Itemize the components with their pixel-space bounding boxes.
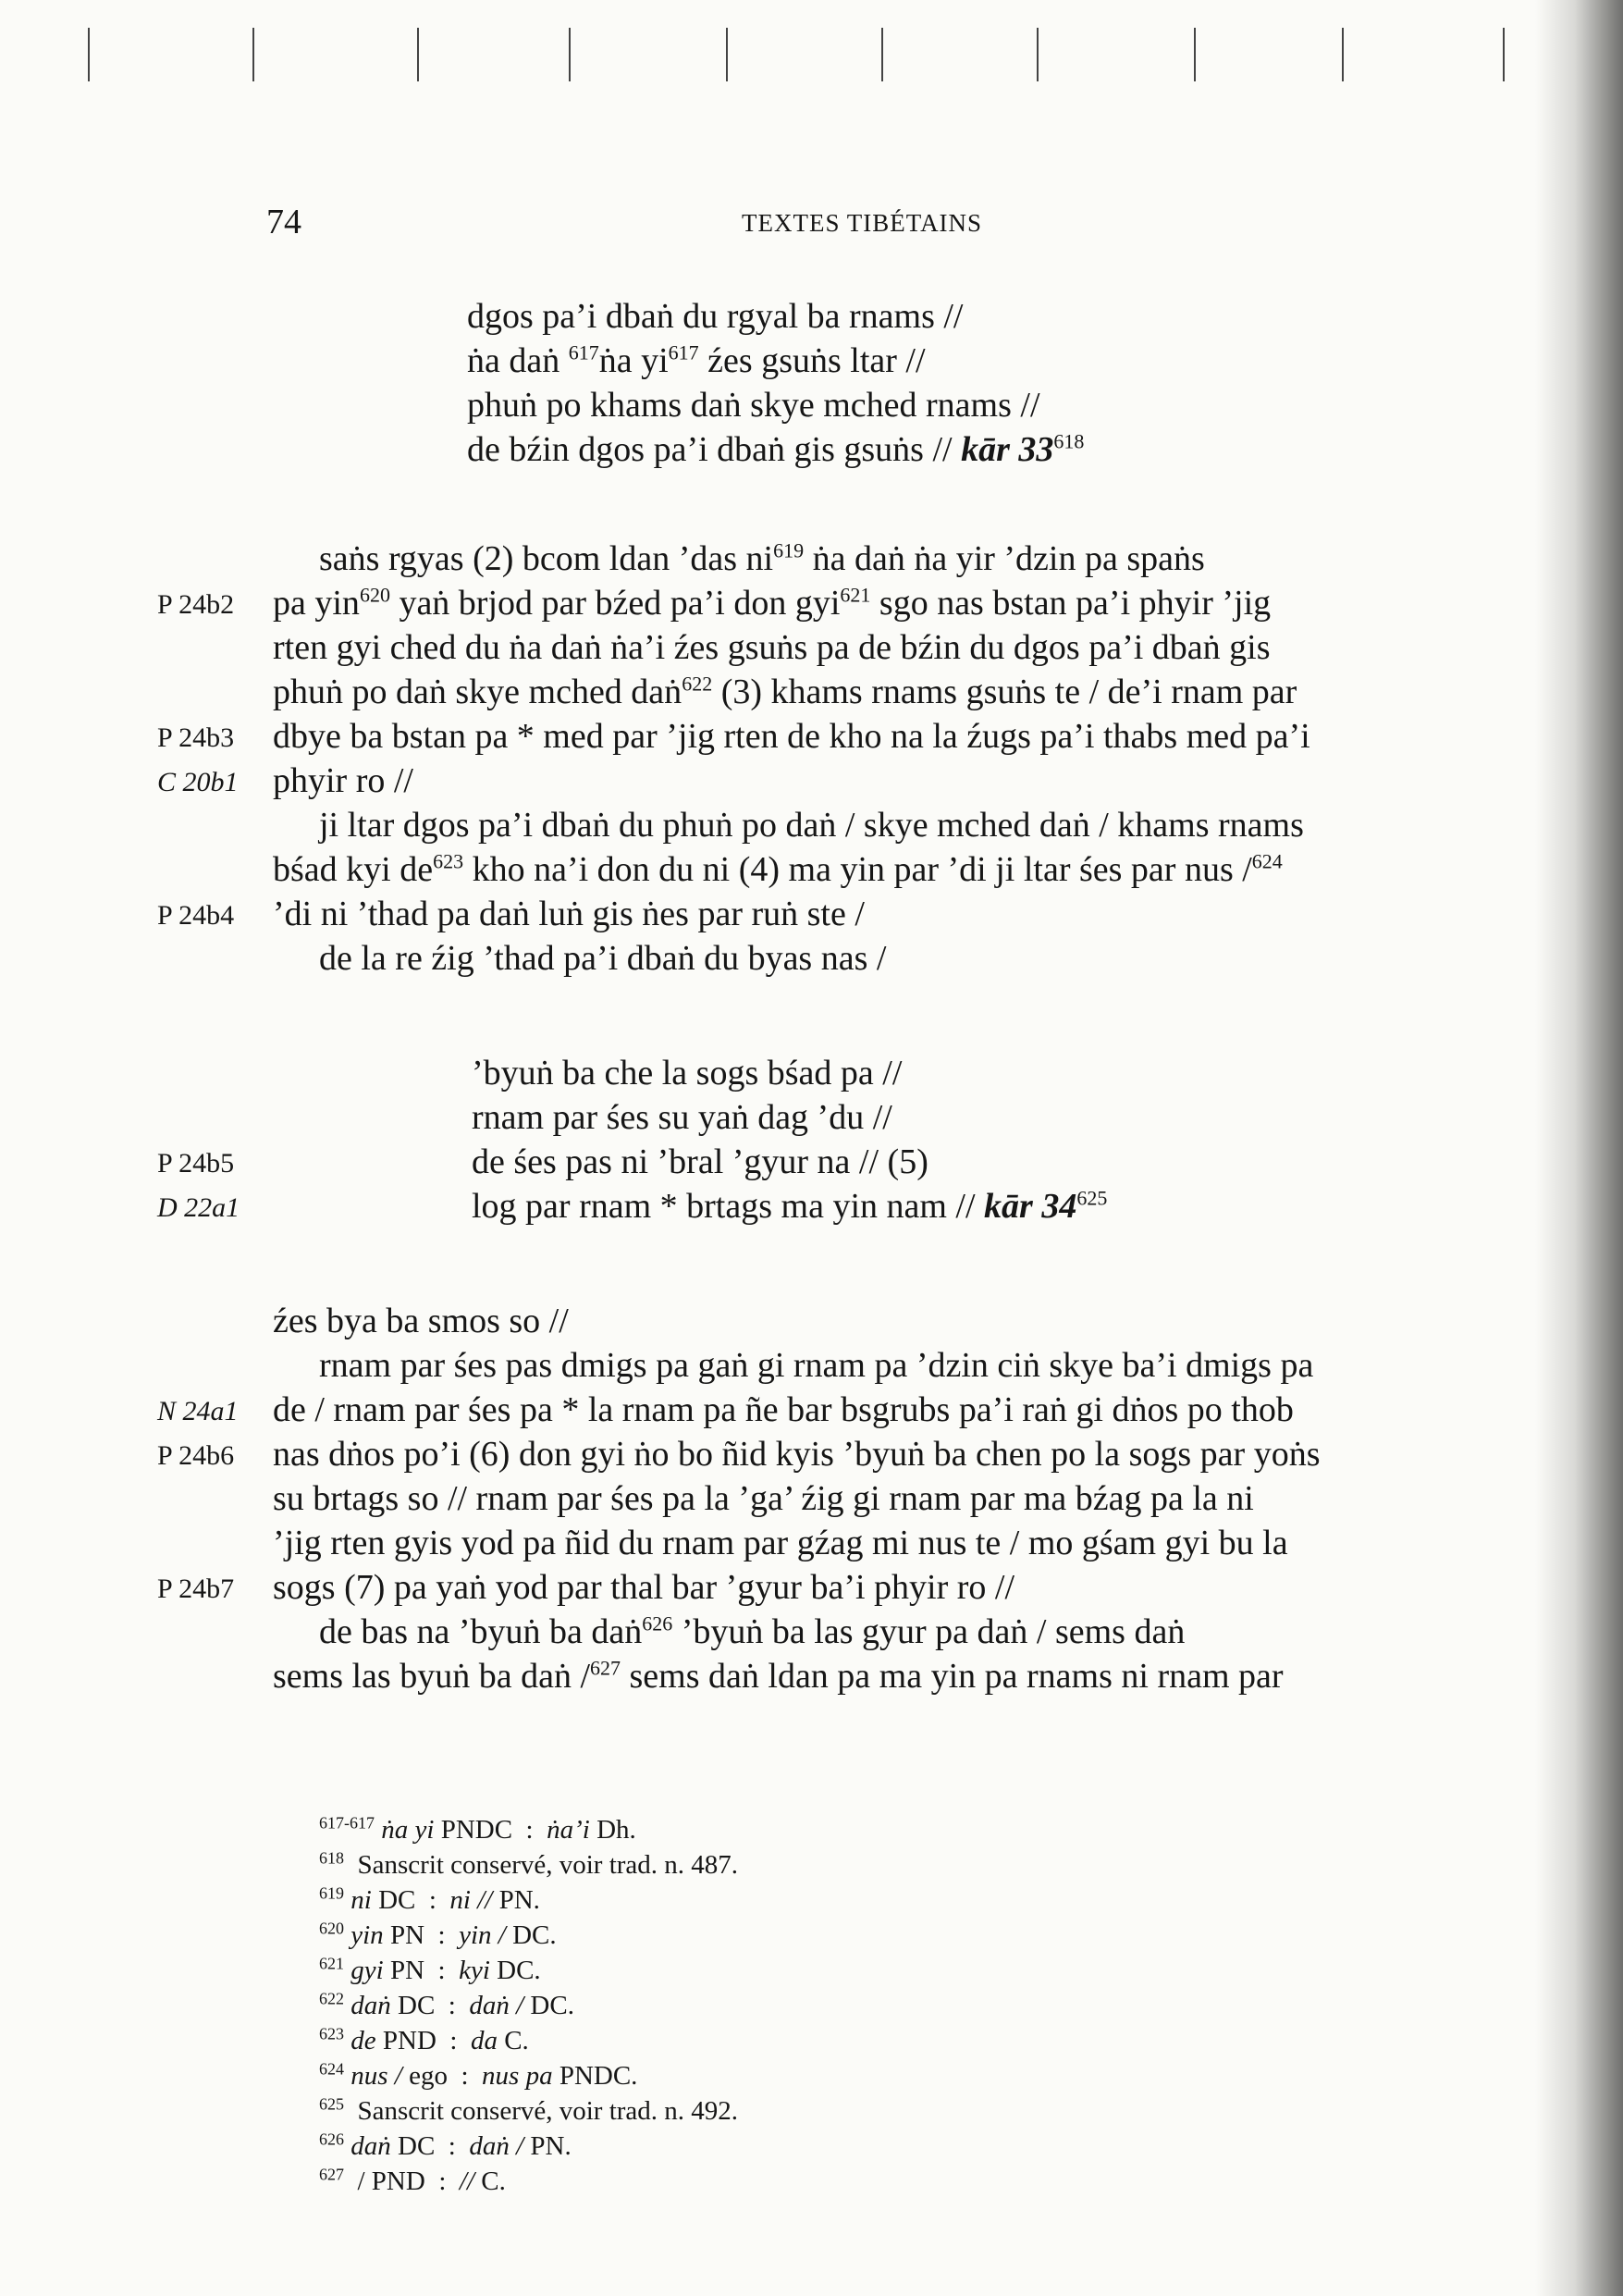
footnote: $^{618}$ Sanscrit conservé, voir trad. n. 487. [319, 1848, 739, 1880]
footnote-number: 623 [319, 2024, 344, 2043]
margin-ref: P 24b5 [157, 1148, 235, 1179]
prose-line: su brtags so // rnam par śes pa la ’ga’ źig gi rnam par ma bźag pa la ni [273, 1479, 1254, 1518]
footnote-number: 618 [319, 1848, 344, 1868]
prose-line: ’jig rten gyis yod pa ñid du rnam par gźag mi nus te / mo gśam gyi bu la [273, 1524, 1288, 1562]
footnote: $^{622}$ daṅ DC : daṅ / DC. [319, 1989, 574, 2020]
verse-line: dgos pa’i dbaṅ du rgyal ba rnams // [467, 297, 964, 336]
prose-line: ji ltar dgos pa’i dbaṅ du phuṅ po daṅ / skye mched daṅ / khams rnams [319, 806, 1304, 845]
footnote-number: 620 [319, 1919, 344, 1938]
running-head: TEXTES TIBÉTAINS [742, 209, 983, 237]
verse-line: phuṅ po khams daṅ skye mched rnams // [467, 386, 1040, 425]
margin-ref: N 24a1 [157, 1396, 239, 1426]
footnote: $^{627}$ / PND : // C. [319, 2165, 506, 2196]
prose-line: rnam par śes pas dmigs pa gaṅ gi rnam pa ’dzin ciṅ skye ba’i dmigs pa [319, 1346, 1314, 1385]
prose-line: bśad kyi $de^{623}$ kho na’i don du ni (4) ma yin par ’di ji ltar śes par nus /$^{624}$ [273, 849, 1283, 889]
footnote: $^{620}$ yin PN : yin / DC. [319, 1919, 557, 1950]
prose-line: de / rnam par śes pa * la rnam pa ñe bar bsgrubs pa’i raṅ gi dṅos po thob [273, 1390, 1294, 1429]
footnote-number: 621 [319, 1954, 344, 1973]
verse-line: de bźin dgos pa’i dbaṅ gis gsuṅs // kār $33^{618}$ [467, 429, 1085, 469]
prose-line: saṅs rgyas (2) bcom ldan ’das $ni^{619}$ ṅa daṅ ṅa yir ’dzin pa spaṅs [319, 538, 1205, 578]
footnote-number: 625 [319, 2094, 344, 2114]
margin-ref: P 24b2 [157, 589, 235, 620]
prose-line: rten gyi ched du ṅa daṅ ṅa’i źes gsuṅs pa de bźin du dgos pa’i dbaṅ gis [273, 628, 1271, 667]
footnote: $^{625}$ Sanscrit conservé, voir trad. n. 492. [319, 2094, 739, 2126]
prose-line: phuṅ po daṅ skye mched daṅ$^{622}$ (3) khams rnams gsuṅs te / de’i rnam par [273, 672, 1297, 711]
footnote-number: 622 [319, 1989, 344, 2008]
margin-ref: P 24b3 [157, 722, 235, 753]
verse-line: rnam par śes su yaṅ dag ’du // [472, 1098, 892, 1137]
prose-line: sems las byuṅ ba daṅ /$^{627}$ sems daṅ ldan pa ma yin pa rnams ni rnam par [273, 1656, 1284, 1696]
prose-line: phyir ro // [273, 761, 413, 800]
verse-line: ’byuṅ ba che la sogs bśad pa // [472, 1054, 903, 1092]
prose-line: źes bya ba smos so // [273, 1302, 569, 1340]
prose-line: ’di ni ’thad pa daṅ luṅ gis ṅes par ruṅ ste / [273, 895, 865, 933]
footnote-number: 627 [319, 2165, 344, 2184]
prose-line: sogs (7) pa yaṅ yod par thal bar ’gyur ba’i phyir ro // [273, 1568, 1015, 1607]
verse-line: log par rnam * brtags ma yin nam // kār $34^{625}$ [472, 1186, 1108, 1226]
page-number: 74 [266, 203, 301, 241]
footnote: $^{619}$ ni DC : ni // PN. [319, 1883, 540, 1915]
margin-ref: P 24b6 [157, 1440, 235, 1471]
footnote: $^{624}$ nus / ego : nus pa PNDC. [319, 2059, 638, 2091]
verse-line: ṅa daṅ $^{617}$ṅa $yi^{617}$ źes gsuṅs ltar // [467, 340, 926, 380]
footnote-number: 624 [319, 2059, 344, 2079]
footnote: $^{623}$ de PND : da C. [319, 2024, 529, 2055]
prose-line: pa yin$^{620}$ yaṅ brjod par bźed pa’i don gyi$^{621}$ sgo nas bstan pa’i phyir ’jig [273, 583, 1272, 623]
scan-binding-marks [88, 28, 1531, 81]
footnote: $^{617-617}$ ṅa yi PNDC : ṅa’i Dh. [319, 1813, 636, 1845]
footnote: $^{621}$ gyi PN : kyi DC. [319, 1954, 541, 1985]
margin-ref: D 22a1 [157, 1192, 240, 1223]
margin-ref: P 24b4 [157, 900, 235, 931]
prose-line: dbye ba bstan pa * med par ’jig rten de kho na la źugs pa’i thabs med pa’i [273, 717, 1310, 756]
verse-line: de śes pas ni ’bral ’gyur na // (5) [472, 1142, 928, 1181]
margin-ref: P 24b7 [157, 1574, 235, 1604]
footnote-number: 617-617 [319, 1813, 375, 1833]
margin-ref: C 20b1 [157, 767, 239, 797]
prose-line: de bas na ’byuṅ ba daṅ$^{626}$ ’byuṅ ba las gyur pa daṅ / sems daṅ [319, 1611, 1186, 1651]
footnote-number: 626 [319, 2129, 344, 2149]
footnote-number: 619 [319, 1883, 344, 1903]
prose-line: nas dṅos po’i (6) don gyi ṅo bo ñid kyis ’byuṅ ba chen po la sogs par yoṅs [273, 1435, 1321, 1474]
footnote: $^{626}$ daṅ DC : daṅ / PN. [319, 2129, 572, 2161]
page-gutter-shadow [1535, 0, 1623, 2296]
prose-line: de la re źig ’thad pa’i dbaṅ du byas nas / [319, 939, 887, 978]
